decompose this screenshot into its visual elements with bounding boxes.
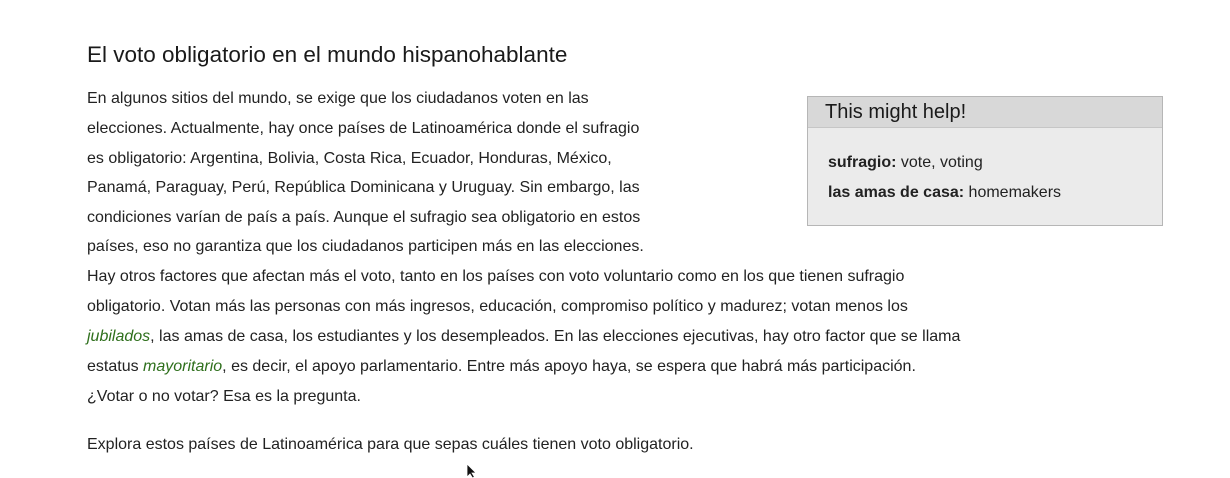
paragraph-line: Panamá, Paraguay, Perú, República Dominicana y Uruguay. Sin embargo, las: [87, 179, 640, 196]
help-term: [828, 148, 1162, 178]
paragraph-line: En algunos sitios del mundo, se exige que los ciudadanos voten en las: [87, 90, 589, 107]
help-box-title: This might help!: [808, 97, 1162, 128]
paragraph-text: , es decir, el apoyo parlamentario. Entre más apoyo haya, se espera que habrá más participación.: [222, 358, 916, 375]
help-box: [807, 96, 1163, 226]
help-term-definition: vote, voting: [896, 154, 983, 171]
article-title: El voto obligatorio en el mundo hispanohablante: [87, 42, 568, 67]
help-box-body: [808, 128, 1162, 208]
vocab-link-mayoritario[interactable]: mayoritario: [143, 358, 223, 375]
paragraph-text: estatus: [87, 358, 144, 375]
mouse-cursor-icon: [466, 464, 478, 478]
vocab-link-jubilados[interactable]: jubilados: [87, 328, 151, 345]
help-term-word: las amas de casa:: [828, 184, 965, 201]
help-term: [828, 178, 1162, 208]
paragraph-line: ¿Votar o no votar? Esa es la pregunta.: [87, 388, 361, 405]
paragraph-line: países, eso no garantiza que los ciudadanos participen más en las elecciones.: [87, 238, 644, 255]
paragraph-line: [87, 354, 916, 380]
closing-paragraph: Explora estos países de Latinoamérica para que sepas cuáles tienen voto obligatorio.: [87, 436, 694, 453]
paragraph-line: elecciones. Actualmente, hay once países de Latinoamérica donde el sufragio: [87, 120, 640, 137]
help-term-word: sufragio:: [828, 154, 897, 171]
help-term-definition: homemakers: [964, 184, 1062, 201]
paragraph-line: es obligatorio: Argentina, Bolivia, Costa Rica, Ecuador, Honduras, México,: [87, 150, 612, 167]
paragraph-line: [87, 324, 960, 350]
paragraph-line: obligatorio. Votan más las personas con más ingresos, educación, compromiso político y madurez; votan menos los: [87, 298, 908, 315]
paragraph-line: condiciones varían de país a país. Aunque el sufragio sea obligatorio en estos: [87, 209, 641, 226]
paragraph-text: , las amas de casa, los estudiantes y los desempleados. En las elecciones ejecutivas, hay otro factor que se llama: [150, 328, 961, 345]
paragraph-line: Hay otros factores que afectan más el voto, tanto en los países con voto voluntario como en los que tienen sufragio: [87, 268, 905, 285]
